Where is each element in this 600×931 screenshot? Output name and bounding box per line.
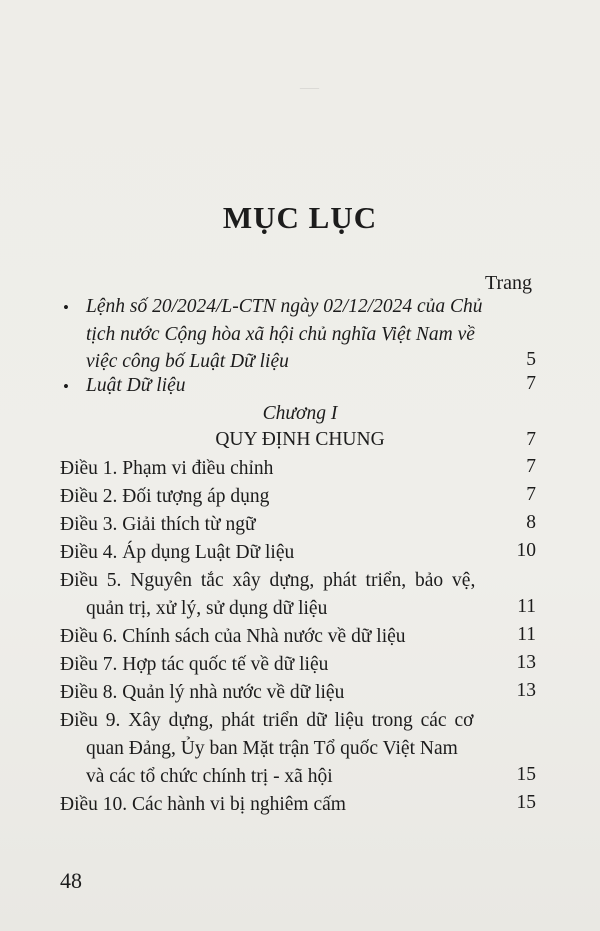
toc-entry-line: Điều 4. Áp dụng Luật Dữ liệu [60, 542, 295, 563]
toc-page-number: 7 [526, 456, 536, 477]
toc-entry-line: Điều 5. Nguyên tắc xây dựng, phát triển, bảo vệ, [60, 570, 476, 591]
toc-page-number: 7 [526, 373, 536, 394]
toc-page-number: 13 [516, 680, 536, 701]
toc-entry-line: Điều 7. Hợp tác quốc tế về dữ liệu [60, 654, 329, 675]
toc-page-number: 15 [516, 764, 536, 785]
toc-page-number: 10 [516, 540, 536, 561]
toc-entry-line: quan Đảng, Ủy ban Mặt trận Tổ quốc Việt Nam [86, 738, 458, 759]
toc-entry-line: và các tổ chức chính trị - xã hội [86, 766, 333, 787]
toc-page-number: 7 [526, 429, 536, 450]
toc-entry-line: tịch nước Cộng hòa xã hội chủ nghĩa Việt Nam về [86, 324, 475, 345]
toc-entry-line: Lệnh số 20/2024/L-CTN ngày 02/12/2024 của Chủ [86, 296, 483, 317]
page-title: MỤC LỤC [222, 200, 378, 235]
bullet-icon: • [63, 377, 69, 396]
bullet-icon: • [63, 298, 69, 317]
chapter-label: Chương I [262, 403, 338, 424]
page-number: 48 [60, 868, 82, 893]
toc-entry-line: Điều 2. Đối tượng áp dụng [60, 486, 270, 507]
bleed-through-text: — [300, 77, 319, 98]
toc-page-number: 7 [526, 484, 536, 505]
toc-page-number: 15 [516, 792, 536, 813]
toc-page-number: 11 [517, 624, 536, 645]
toc-entry-line: Điều 1. Phạm vi điều chỉnh [60, 458, 274, 479]
toc-entry-line: Điều 10. Các hành vi bị nghiêm cấm [60, 794, 346, 815]
toc-page-number: 11 [517, 596, 536, 617]
toc-entry-line: quản trị, xử lý, sử dụng dữ liệu [86, 598, 328, 619]
toc-entry-line: Điều 6. Chính sách của Nhà nước về dữ liệu [60, 626, 406, 647]
chapter-title: QUY ĐỊNH CHUNG [215, 429, 385, 450]
toc-entry-line: Luật Dữ liệu [86, 375, 186, 396]
toc-page-number: 13 [516, 652, 536, 673]
toc-entry-line: việc công bố Luật Dữ liệu [86, 351, 289, 372]
toc-entry-line: Điều 9. Xây dựng, phát triển dữ liệu trong các cơ [60, 710, 474, 731]
page-column-header: Trang [484, 272, 532, 294]
toc-page-number: 5 [526, 349, 536, 370]
toc-entry-line: Điều 3. Giải thích từ ngữ [60, 514, 256, 535]
toc-entry-line: Điều 8. Quản lý nhà nước về dữ liệu [60, 682, 345, 703]
toc-page-number: 8 [526, 512, 536, 533]
